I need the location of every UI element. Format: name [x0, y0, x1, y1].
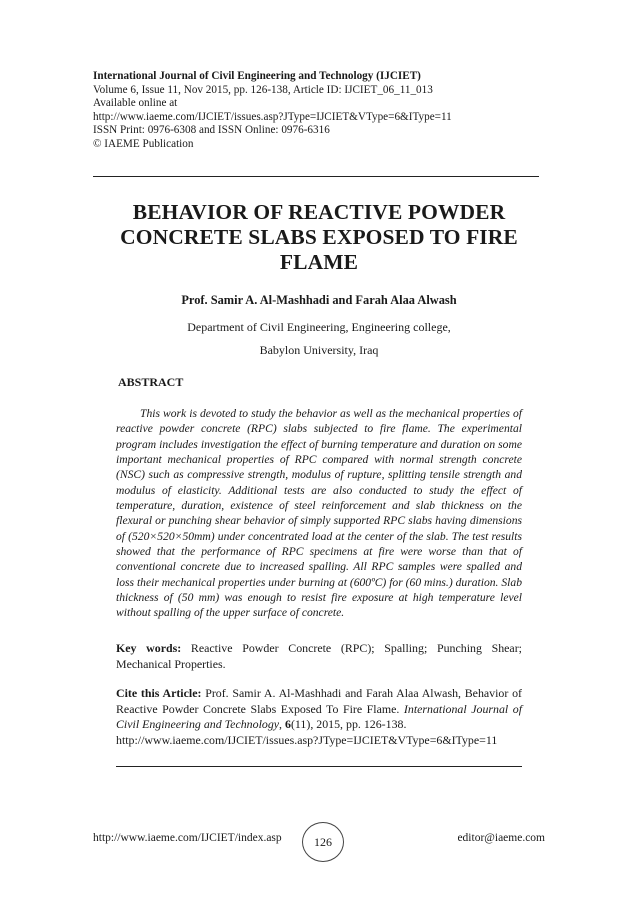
paper-title: BEHAVIOR OF REACTIVE POWDER CONCRETE SLABS EXPOSED TO FIRE FLAME: [120, 200, 518, 274]
keywords: [116, 640, 522, 672]
footer-email[interactable]: editor@iaeme.com: [457, 832, 545, 844]
publisher-copyright: © IAEME Publication: [93, 137, 194, 150]
journal-issue-url[interactable]: http://www.iaeme.com/IJCIET/issues.asp?JType=IJCIET&VType=6&IType=11: [93, 110, 452, 123]
volume-info: Volume 6, Issue 11, Nov 2015, pp. 126-138, Article ID: IJCIET_06_11_013: [93, 83, 433, 96]
journal-header: [93, 70, 545, 152]
available-online-label: Available online at: [93, 97, 178, 110]
citation-volume: 6: [285, 717, 291, 732]
citation-text: Prof. Samir A. Al-Mashhadi and Farah Alaa Alwash, Behavior of Reactive Powder Concrete Slabs Exposed To Fire Flame.: [116, 686, 522, 716]
page-footer: [93, 822, 545, 862]
citation: Cite this Article: Prof. Samir A. Al-Mashhadi and Farah Alaa Alwash, Behavior of Reactive Powder Concrete Slabs Exposed To Fire Flame. International Journal of Civil Engineering and Technology, 6(11), 2015, pp. 126-138. http://www.iaeme.com/IJCIET/issues.asp?JType=IJCIET&VType=6&IType=11: [116, 686, 522, 747]
keywords-text: Reactive Powder Concrete (RPC); Spalling; Punching Shear; Mechanical Properties.: [116, 641, 522, 671]
issn-info: ISSN Print: 0976-6308 and ISSN Online: 0976-6316: [93, 124, 330, 137]
abstract-text: This work is devoted to study the behavior as well as the mechanical properties of reactive powder concrete (RPC) slabs subjected to fire flame. The experimental program includes investigation the effect of burning temperature and duration on some important mechanical properties of RPC compared with normal strength concrete (NSC) such as compressive strength, modulus of rupture, splitting tensile strength and modulus of elasticity. Additional tests are also conducted to study the effect of temperature, duration, existence of steel reinforcement and slab thickness on the flexural or punching shear behavior of simply supported RPC slabs having dimensions of (520×520×50mm) under concentrated load at the center of the slab. The test results showed that the performance of RPC specimens at fire were worse than that of conventional concrete due to increased spalling. All RPC samples were spalled and loss their mechanical properties under burning at (600ºC) for (60 mins.) duration. Slab thickness of (50 mm) was enough to resist fire exposure at high temperature level without spalling of the upper surface of concrete.: [116, 407, 522, 620]
citation-url[interactable]: http://www.iaeme.com/IJCIET/issues.asp?JType=IJCIET&VType=6&IType=11: [116, 732, 498, 747]
journal-title: International Journal of Civil Engineering and Technology (IJCIET): [93, 70, 421, 82]
citation-divider: [116, 766, 522, 767]
citation-label: Cite this Article:: [116, 686, 202, 700]
footer-url[interactable]: http://www.iaeme.com/IJCIET/index.asp: [93, 832, 282, 844]
citation-journal: International Journal of Civil Engineering and Technology: [116, 701, 522, 732]
page-number: 126: [302, 822, 344, 862]
header-divider: [93, 176, 539, 177]
citation-issue-pages: (11), 2015, pp. 126-138.: [290, 717, 407, 732]
affiliation-university: Babylon University, Iraq: [259, 343, 379, 357]
authors: Prof. Samir A. Al-Mashhadi and Farah Alaa Alwash: [181, 293, 457, 307]
keywords-label: Key words:: [116, 641, 182, 655]
affiliation-department: Department of Civil Engineering, Engineering college,: [187, 320, 451, 334]
abstract-heading: ABSTRACT: [118, 375, 184, 389]
